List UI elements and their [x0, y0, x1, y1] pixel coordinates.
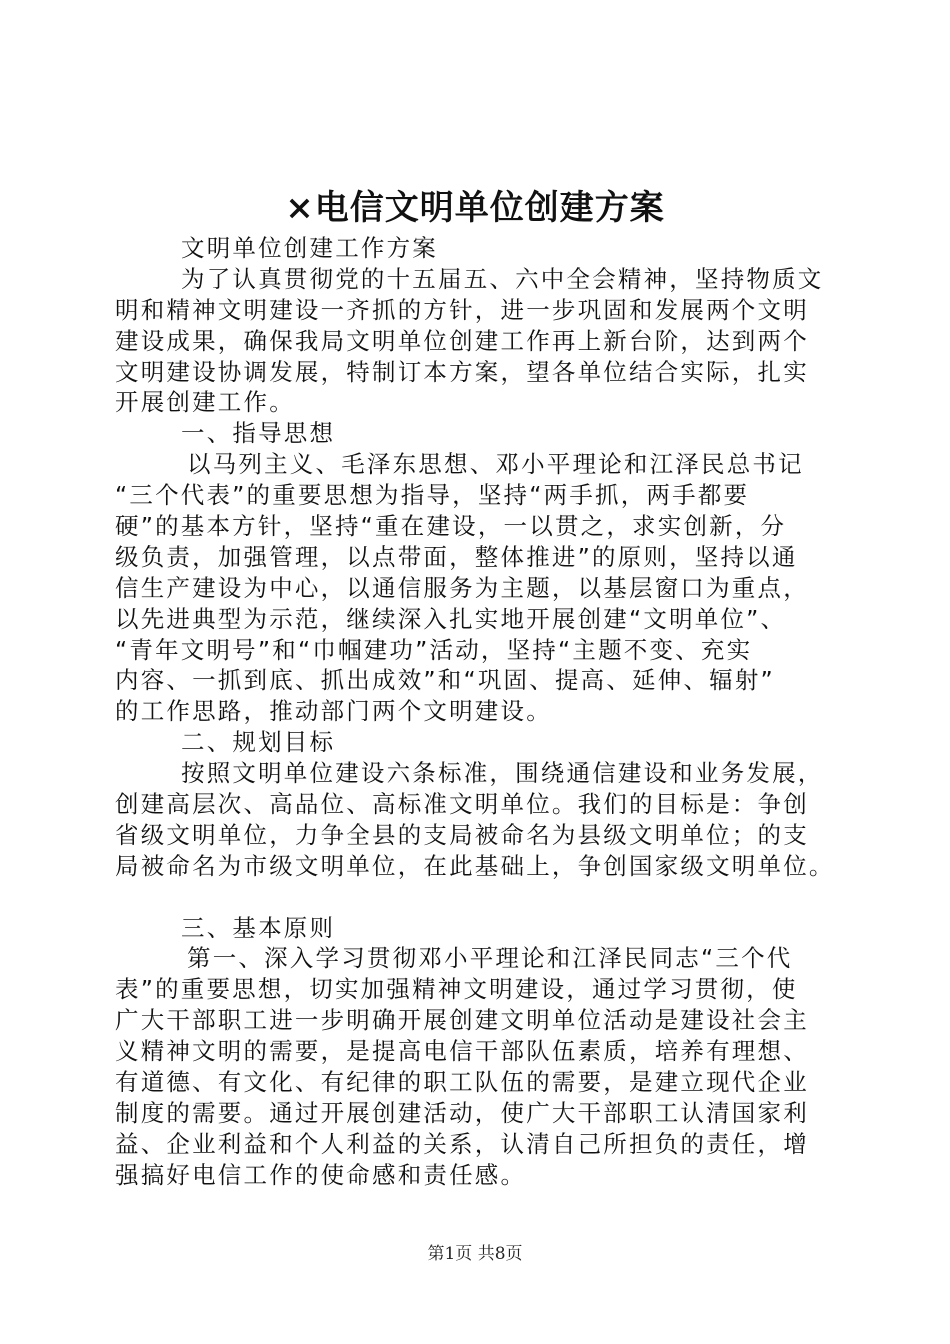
paragraph-line: 硬”的基本方针，坚持“重在建设，一以贯之，求实创新，分	[115, 512, 787, 541]
paragraph-line: 文明建设协调发展，特制订本方案，望各单位结合实际，扎实	[115, 357, 809, 386]
paragraph-line: 信生产建设为中心，以通信服务为主题，以基层窗口为重点，	[115, 573, 809, 602]
paragraph-line: 局被命名为市级文明单位，在此基础上，争创国家级文明单位。	[115, 851, 835, 880]
paragraph-line: 以先进典型为示范，继续深入扎实地开展创建“文明单位”、	[115, 604, 787, 633]
document-title: ×电信文明单位创建方案	[285, 188, 665, 228]
paragraph-line: 省级文明单位，力争全县的支局被命名为县级文明单位；的支	[115, 820, 809, 849]
section-heading: 三、基本原则	[181, 913, 336, 942]
section-heading: 一、指导思想	[181, 419, 336, 448]
paragraph-line: 按照文明单位建设六条标准，围绕通信建设和业务发展，	[181, 759, 824, 788]
document-body	[115, 233, 855, 1191]
paragraph-line: 强搞好电信工作的使命感和责任感。	[115, 1160, 527, 1189]
paragraph-line: “三个代表”的重要思想为指导，坚持“两手抓，两手都要	[115, 481, 750, 510]
paragraph-line: 创建高层次、高品位、高标准文明单位。我们的目标是：争创	[115, 790, 809, 819]
paragraph-line: 的工作思路，推动部门两个文明建设。	[115, 697, 552, 726]
paragraph-line: 第一、深入学习贯彻邓小平理论和江泽民同志“三个代	[187, 944, 793, 973]
paragraph-line: 明和精神文明建设一齐抓的方针，进一步巩固和发展两个文明	[115, 295, 809, 324]
paragraph-line: 广大干部职工进一步明确开展创建文明单位活动是建设社会主	[115, 1006, 809, 1035]
paragraph-line: 义精神文明的需要，是提高电信干部队伍素质，培养有理想、	[115, 1037, 809, 1066]
paragraph-line: 级负责，加强管理，以点带面，整体推进”的原则，坚持以通	[115, 542, 798, 571]
section-heading: 二、规划目标	[181, 728, 336, 757]
paragraph-line: 益、企业利益和个人利益的关系，认清自己所担负的责任，增	[115, 1129, 809, 1158]
page-footer: 第1页 共8页	[427, 1244, 523, 1264]
paragraph-line: 有道德、有文化、有纪律的职工队伍的需要，是建立现代企业	[115, 1068, 809, 1097]
subtitle-line: 文明单位创建工作方案	[181, 234, 438, 262]
paragraph-line: 为了认真贯彻党的十五届五、六中全会精神，坚持物质文	[181, 264, 824, 293]
paragraph-line: 开展创建工作。	[115, 388, 295, 417]
paragraph-line: “青年文明号”和“巾帼建功”活动，坚持“主题不变、充实	[115, 635, 753, 664]
paragraph-line: 表”的重要思想，切实加强精神文明建设，通过学习贯彻，使	[115, 975, 798, 1004]
paragraph-line: 以马列主义、毛泽东思想、邓小平理论和江泽民总书记	[187, 450, 804, 479]
paragraph-line: 内容、一抓到底、抓出成效”和“巩固、提高、延伸、辐射”	[115, 666, 775, 695]
paragraph-gap	[115, 882, 855, 913]
paragraph-line: 建设成果，确保我局文明单位创建工作再上新台阶，达到两个	[115, 326, 809, 355]
paragraph-line: 制度的需要。通过开展创建活动，使广大干部职工认清国家利	[115, 1098, 809, 1127]
